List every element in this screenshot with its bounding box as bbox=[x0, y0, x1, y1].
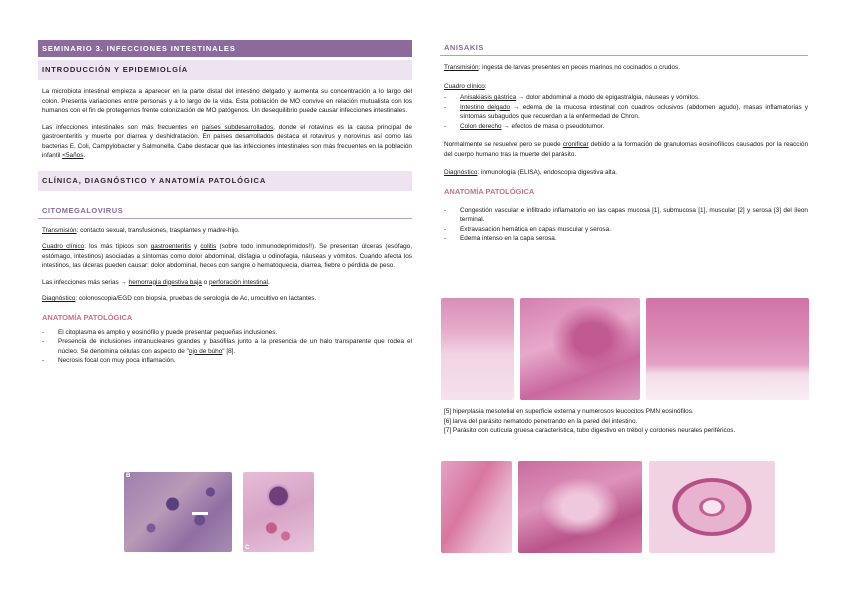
list-item: - El citoplasma es amplio y eosinófilo y puede presentar pequeñas inclusiones. bbox=[42, 328, 278, 336]
anisakis-diagnosis: Diagnóstico: inmunología (ELISA), endoscopia digestiva alta. bbox=[444, 169, 618, 176]
list-item: - Colon derecho → efectos de masa o pseudotumor. bbox=[444, 122, 605, 130]
cmv-histology-image-b bbox=[124, 472, 232, 552]
list-item: - Congestión vascular e infiltrado inflamatorio en las capas mucosa [1], submucosa [1], muscular [2] y serosa [3] del íleon terminal. bbox=[444, 206, 808, 223]
figure-note-7: [7] Parásito con cutícula gruesa característica, tubo digestivo en trébol y cordones neurales periféricos. bbox=[444, 427, 736, 434]
figure-note-6: [6] larva del parásito nematodo penetrando en la pared del intestino. bbox=[444, 417, 638, 425]
anisakis-histology-image-1 bbox=[441, 298, 514, 400]
list-item: - Necrosis focal con muy poca inflamación. bbox=[42, 357, 176, 364]
arrow-icon bbox=[192, 512, 208, 515]
section-title: SEMINARIO 3. INFECCIONES INTESTINALES bbox=[38, 40, 412, 57]
list-item: - Extravasación hemática en capas muscular y serosa. bbox=[444, 225, 611, 233]
anisakis-histology-image-7 bbox=[649, 461, 775, 553]
anisakis-histology-image-5 bbox=[441, 461, 512, 553]
clinic-heading: CLÍNICA, DIAGNÓSTICO Y ANATOMÍA PATOLÓGICA bbox=[38, 171, 412, 191]
intro-heading: INTRODUCCIÓN Y EPIDEMIOLGÍA bbox=[38, 60, 412, 80]
intro-paragraph-1: La microbiota intestinal empieza a aparecer en la parte distal del intestino delgado y aumenta su concentración a lo largo del colon. Presenta variaciones entre personas y a lo largo de la vida. Esta población de MO convive en relación mutualista con los humanos con el fin de protegernos frente colonización de MO patógenos. Un desequilibrio puede causar infecciones intestinales. bbox=[42, 88, 412, 114]
cmv-pathology-heading: ANATOMÍA PATOLÓGICA bbox=[42, 312, 133, 322]
anisakis-heading: ANISAKIS bbox=[440, 40, 808, 56]
figure-note-5: [5] hiperplasia mesotelial en superficie externa y numerosos leucocitos PMN eosinófilos. bbox=[444, 408, 694, 415]
anisakis-transmission: Transmisión: ingesta de larvas presentes en peces marinos no cocinados o crudos. bbox=[444, 64, 680, 71]
list-item: - Anisakiasis gástrica → dolor abdominal a modo de epigastralgia, náuseas y vómitos. bbox=[444, 94, 700, 101]
cmv-heading: CITOMEGALOVIRUS bbox=[38, 203, 412, 219]
anisakis-histology-image-3 bbox=[646, 298, 809, 400]
cmv-clinical: Cuadro clínico: los más típicos son gastroenteritis y colitis (sobre todo inmunodeprimidos!!). Se presentan úlceras (esófago, estómago, intestinos) asociadas a síntomas como dolor abdominal, disfagia u odinofagia, náuseas y vómitos. Cuando afecta los intestinos, las úlceras pueden causar: dolor abdominal, heces con sangre o hematoquecia, diarrea, fiebre o pérdida de peso. bbox=[42, 243, 413, 269]
list-item: - Intestino delgado → edema de la mucosa intestinal con cuadros oclusivos (abdomen agudo), masas inflamatorias y síntomas subagudos que recuerdan a la enfermedad de Chron. bbox=[444, 103, 808, 120]
list-item: - Edema intenso en la capa serosa. bbox=[444, 235, 557, 242]
cmv-histology-image-c bbox=[243, 472, 314, 552]
cmv-pathology-list bbox=[38, 328, 412, 366]
figure-notes bbox=[440, 407, 808, 436]
anisakis-course: Normalmente se resuelve pero se puede cronificar debido a la formación de granulomas eosinofílicos causados por la reacción del cuerpo humano tras la muerte del parásito. bbox=[444, 141, 808, 158]
list-item: - Presencia de inclusiones intranucleares grandes y basófilas junto a la presencia de un halo transparente que rodea el núcleo. Se denomina células con aspecto de "ojo de búho" [8]. bbox=[42, 338, 412, 355]
cmv-transmission: Transmisión: contacto sexual, transfusiones, trasplantes y madre-hijo. bbox=[42, 226, 240, 234]
anisakis-pathology-heading: ANATOMÍA PATOLÓGICA bbox=[444, 186, 535, 196]
image-label-c: C bbox=[245, 545, 250, 551]
cmv-severe: Las infecciones más serias → hemorragia digestiva baja o perforación intestinal. bbox=[42, 278, 270, 286]
anisakis-histology-image-2 bbox=[520, 298, 640, 400]
left-column bbox=[38, 40, 412, 366]
anisakis-histology-image-6 bbox=[518, 461, 642, 553]
cmv-diagnosis: Diagnóstico: colonoscopia/EGD con biopsia, pruebas de serología de Ac, urocultivo en lactantes. bbox=[42, 295, 317, 302]
right-column bbox=[440, 40, 808, 244]
anisakis-pathology-list bbox=[440, 206, 808, 244]
image-label-b: B bbox=[126, 473, 131, 479]
intro-paragraph-2: Las infecciones intestinales son más frecuentes en países subdesarrollados, donde el rotavirus es la causa principal de gastroenteritis y muerte por diarrea y deshidratación. En países desarrollados destaca el rotavirus y norovirus así como las bacterias E. Coli, Campylobacter y Salmonella. Cabe destacar que las infecciones intestinales son más frecuentes en la población infantil <5años. bbox=[42, 123, 412, 159]
anisakis-clinical-list bbox=[440, 93, 808, 131]
anisakis-clinical-label: Cuadro clínico: bbox=[444, 82, 487, 90]
